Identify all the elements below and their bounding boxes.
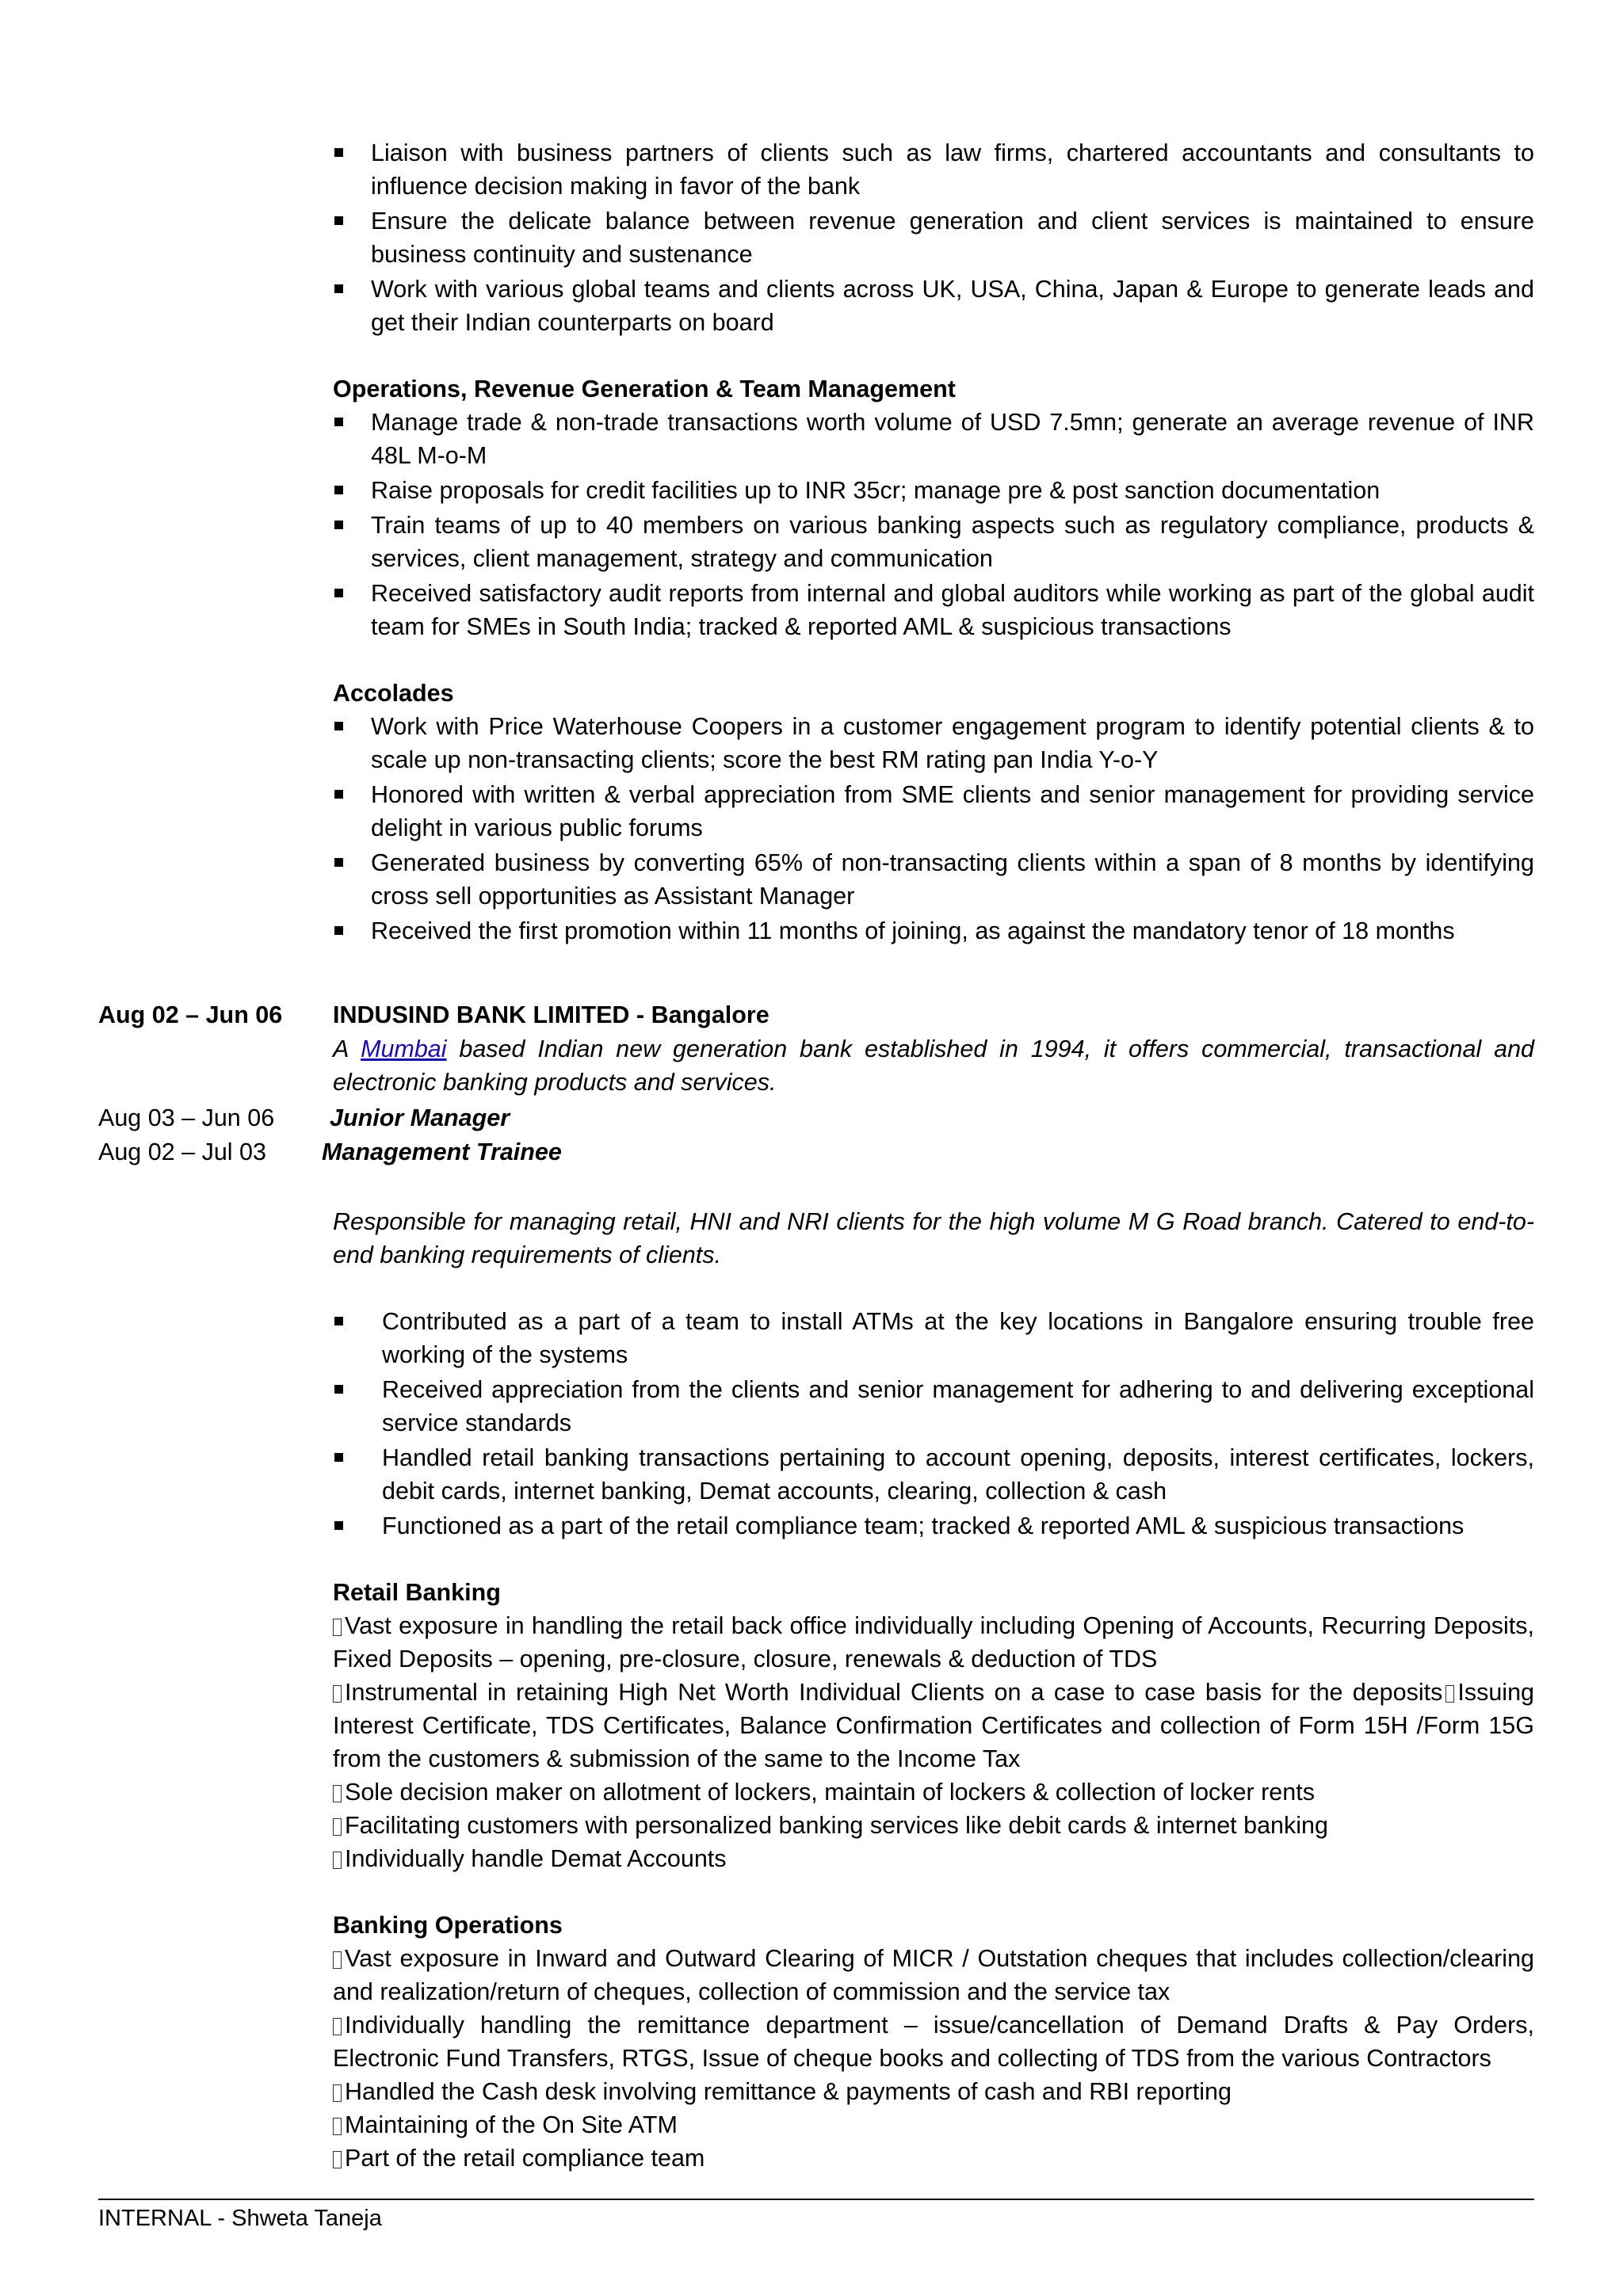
role-title: Junior Manager: [330, 1104, 510, 1131]
bullet-glyph-icon: [333, 2118, 342, 2135]
banking-ops-paragraph: [333, 2075, 1534, 2108]
retail-paragraph: [333, 1842, 1534, 1875]
description-prefix: A: [333, 1035, 361, 1062]
bullet-glyph-icon: [333, 2018, 342, 2035]
footer-label: INTERNAL - Shweta Taneja: [98, 2206, 382, 2231]
list-item: Honored with written & verbal appreciation from SME clients and senior management for providing service delight in various public forums: [333, 778, 1534, 845]
list-item: Work with various global teams and clients across UK, USA, China, Japan & Europe to generate leads and get their Indian counterparts on board: [333, 273, 1534, 339]
bullet-glyph-icon: [1445, 1685, 1454, 1703]
company-description: [333, 1032, 1534, 1099]
banking-ops-paragraph: [333, 1942, 1534, 2008]
bullet-glyph-icon: [333, 2084, 342, 2102]
list-item: Received satisfactory audit reports from internal and global auditors while working as part of the global audit team for SMEs in South India; tracked & reported AML & suspicious transactions: [333, 577, 1534, 643]
bullet-glyph-icon: [333, 1619, 342, 1636]
retail-text: Sole decision maker on allotment of lockers, maintain of lockers & collection of locker rents: [345, 1779, 1315, 1806]
retail-text: Vast exposure in handling the retail back office individually including Opening of Accounts, Recurring Deposits, Fixed Deposits – opening, pre-closure, closure, renewals & deduction of TDS: [333, 1612, 1534, 1672]
retail-banking-heading: Retail Banking: [333, 1579, 501, 1606]
list-item: Work with Price Waterhouse Coopers in a customer engagement program to identify potential clients & to scale up non-transacting clients; score the best RM rating pan India Y-o-Y: [333, 710, 1534, 776]
retail-paragraph: [333, 1809, 1534, 1842]
banking-ops-paragraph: [333, 2008, 1534, 2075]
retail-paragraph: [333, 1775, 1534, 1809]
mumbai-link[interactable]: Mumbai: [361, 1035, 447, 1062]
indusind-achievements-list: [333, 1305, 1534, 1543]
banking-operations-heading: Banking Operations: [333, 1912, 563, 1939]
banking-ops-text: Part of the retail compliance team: [345, 2145, 705, 2172]
list-item: Manage trade & non-trade transactions worth volume of USD 7.5mn; generate an average revenue of INR 48L M-o-M: [333, 406, 1534, 472]
banking-ops-text: Handled the Cash desk involving remittance & payments of cash and RBI reporting: [345, 2078, 1232, 2105]
list-item: Handled retail banking transactions pertaining to account opening, deposits, interest certificates, lockers, debit cards, internet banking, Demat accounts, clearing, collection & cash: [333, 1441, 1534, 1508]
bullet-glyph-icon: [333, 1852, 342, 1869]
list-item: Received appreciation from the clients and senior management for adhering to and delivering exceptional service standards: [333, 1373, 1534, 1440]
footer-divider: [98, 2199, 1534, 2200]
retail-paragraph: [333, 1609, 1534, 1676]
list-item: Ensure the delicate balance between revenue generation and client services is maintained to ensure business continuity and sustenance: [333, 204, 1534, 271]
accolades-heading: Accolades: [333, 680, 454, 707]
operations-heading: Operations, Revenue Generation & Team Management: [333, 376, 956, 402]
bullet-glyph-icon: [333, 2151, 342, 2168]
bullet-glyph-icon: [333, 1951, 342, 1969]
list-item: Train teams of up to 40 members on various banking aspects such as regulatory compliance, products & services, client management, strategy and communication: [333, 509, 1534, 575]
indusind-details: [333, 1205, 1534, 2175]
retail-text: Issuing Interest Certificate, TDS Certificates, Balance Confirmation Certificates and collection of Form 15H /Form 15G from the customers & submission of the same to the Income Tax: [333, 1679, 1534, 1772]
retail-text: Instrumental in retaining High Net Worth Individual Clients on a case to case basis for the deposits: [345, 1679, 1443, 1706]
operations-list: [333, 406, 1534, 643]
banking-ops-paragraph: [333, 2142, 1534, 2175]
banking-ops-text: Maintaining of the On Site ATM: [345, 2111, 678, 2138]
retail-paragraph: [333, 1676, 1534, 1775]
banking-ops-paragraph: [333, 2108, 1534, 2142]
list-item: Generated business by converting 65% of non-transacting clients within a span of 8 months by identifying cross sell opportunities as Assistant Manager: [333, 846, 1534, 913]
list-item: Contributed as a part of a team to install ATMs at the key locations in Bangalore ensuring trouble free working of the systems: [333, 1305, 1534, 1371]
banking-ops-text: Individually handling the remittance department – issue/cancellation of Demand Drafts & Pay Orders, Electronic Fund Transfers, RTGS, Issue of cheque books and collecting of TDS from the various Contractors: [333, 2012, 1534, 2072]
list-item: Liaison with business partners of clients such as law firms, chartered accountants and consultants to influence decision making in favor of the bank: [333, 136, 1534, 203]
role-period: Aug 02 – Jul 03: [98, 1138, 266, 1165]
description-suffix: based Indian new generation bank established in 1994, it offers commercial, transactional and electronic banking products and services.: [333, 1035, 1535, 1096]
list-item: Received the first promotion within 11 months of joining, as against the mandatory tenor of 18 months: [333, 914, 1534, 948]
bullet-glyph-icon: [333, 1818, 342, 1836]
list-item: Raise proposals for credit facilities up to INR 35cr; manage pre & post sanction documentation: [333, 474, 1534, 507]
role-title: Management Trainee: [322, 1138, 562, 1165]
role-summary: Responsible for managing retail, HNI and NRI clients for the high volume M G Road branch. Catered to end-to-end banking requirements of clients.: [333, 1208, 1534, 1268]
banking-ops-text: Vast exposure in Inward and Outward Clearing of MICR / Outstation cheques that includes collection/clearing and realization/return of cheques, collection of commission and the service tax: [333, 1945, 1534, 2005]
bullet-glyph-icon: [333, 1685, 342, 1703]
company-name: INDUSIND BANK LIMITED - Bangalore: [333, 1001, 769, 1028]
retail-text: Individually handle Demat Accounts: [345, 1845, 727, 1872]
retail-text: Facilitating customers with personalized banking services like debit cards & internet banking: [345, 1812, 1328, 1839]
accolades-list: [333, 710, 1534, 948]
experience-continuation: [333, 136, 1534, 949]
client-relations-list: [333, 136, 1534, 339]
job-period: Aug 02 – Jun 06: [98, 1001, 283, 1028]
role-period: Aug 03 – Jun 06: [98, 1104, 275, 1131]
list-item: Functioned as a part of the retail compliance team; tracked & reported AML & suspicious transactions: [333, 1509, 1534, 1543]
bullet-glyph-icon: [333, 1785, 342, 1802]
